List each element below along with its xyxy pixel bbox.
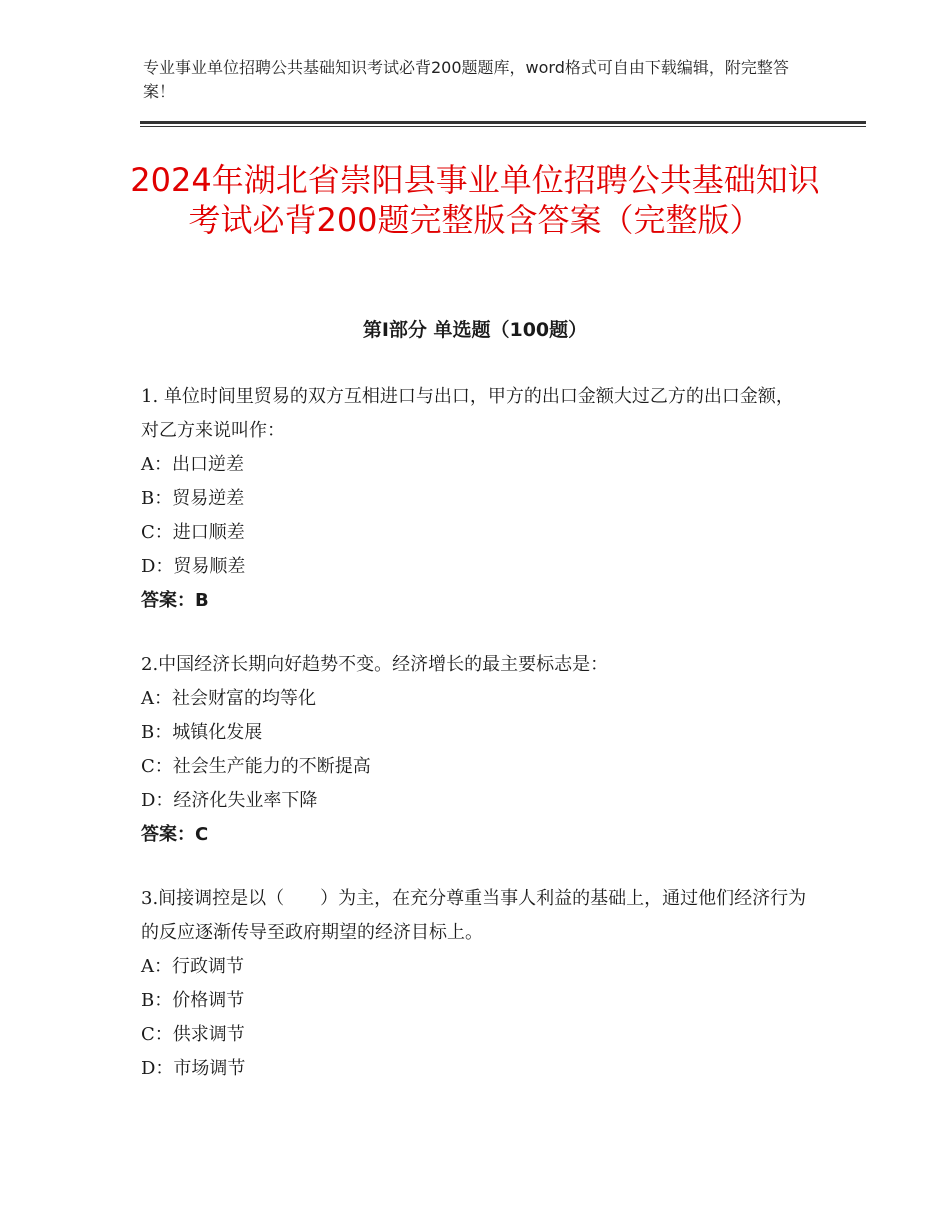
- header-rule-thin: [140, 126, 866, 127]
- question-list: [141, 380, 811, 1116]
- option-d: D：市场调节: [141, 1058, 246, 1079]
- option-c: C：进口顺差: [141, 522, 245, 543]
- option-c: C：社会生产能力的不断提高: [141, 756, 371, 777]
- option-a: A：行政调节: [141, 956, 244, 977]
- option-a: A：出口逆差: [141, 454, 244, 475]
- question-3: [141, 882, 811, 1086]
- question-stem: 3.间接调控是以（ ）为主，在充分尊重当事人利益的基础上，通过他们经济行为的反应逐渐传导至政府期望的经济目标上。: [141, 888, 807, 943]
- option-b: B：价格调节: [141, 990, 245, 1011]
- option-a: A：社会财富的均等化: [141, 688, 316, 709]
- option-c: C：供求调节: [141, 1024, 245, 1045]
- question-stem: 2.中国经济长期向好趋势不变。经济增长的最主要标志是：: [141, 654, 609, 675]
- option-d: D：贸易顺差: [141, 556, 246, 577]
- option-d: D：经济化失业率下降: [141, 790, 318, 811]
- document-title: 2024年湖北省崇阳县事业单位招聘公共基础知识考试必背200题完整版含答案（完整版）: [130, 161, 820, 239]
- answer: 答案：B: [141, 590, 209, 611]
- question-1: [141, 380, 811, 618]
- section-heading: 第Ⅰ部分 单选题（100题）: [362, 319, 588, 341]
- answer: 答案：C: [141, 824, 209, 845]
- header-note: 专业事业单位招聘公共基础知识考试必背200题题库，word格式可自由下载编辑，附完整答案！: [143, 58, 789, 101]
- option-b: B：贸易逆差: [141, 488, 245, 509]
- header-rule-thick: [140, 121, 866, 124]
- question-2: [141, 648, 811, 852]
- question-stem: 1. 单位时间里贸易的双方互相进口与出口，甲方的出口金额大过乙方的出口金额，对乙方来说叫作：: [141, 386, 794, 441]
- option-b: B：城镇化发展: [141, 722, 263, 743]
